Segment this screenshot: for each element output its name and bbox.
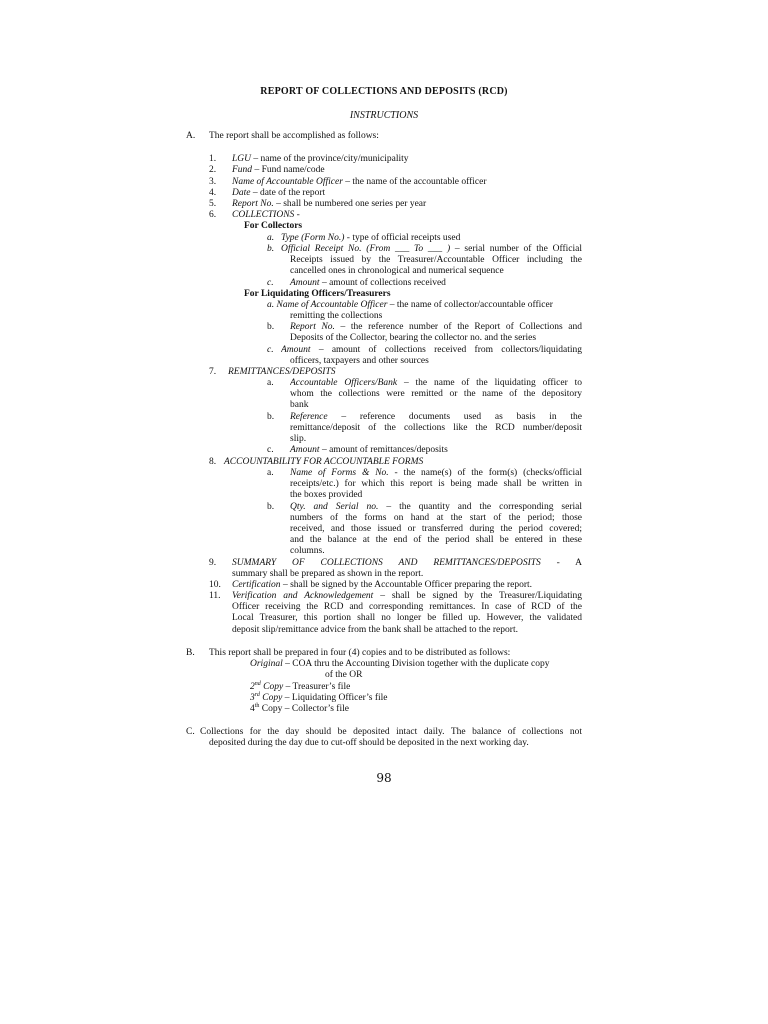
collectors-b-line1 (281, 244, 582, 255)
item-9-num: 9. (209, 558, 217, 568)
item-6-num: 6. (209, 210, 217, 220)
item-8-b-letter: b. (267, 502, 275, 512)
fourth-copy-sup: th (254, 702, 260, 709)
item-7-b-line2: remittance/deposit of the collections like the RCD number/deposit (290, 423, 582, 433)
item-7-c-term: Amount (290, 445, 320, 455)
item-7-a-text1: – the name of the liquidating officer to (397, 378, 582, 388)
item-11-line1 (232, 591, 582, 602)
collectors-c (290, 278, 446, 289)
fourth-copy-term: Copy (259, 704, 283, 714)
item-8-b-line1 (290, 502, 582, 513)
item-8-b-line5: columns. (290, 546, 325, 556)
liquidating-c-line2: officers, taxpayers and other sources (290, 356, 429, 366)
item-7-b-term: Reference (290, 412, 328, 422)
item-3-text: – the name of the accountable officer (342, 177, 487, 187)
item-3-term: Name of Accountable Officer (232, 177, 343, 187)
collectors-b-line2: Receipts issued by the Treasurer/Accountable Officer including the (290, 255, 582, 265)
section-a-intro: The report shall be accomplished as follows: (209, 131, 379, 141)
liquidating-c-text1: – amount of collections received from collectors/liquidating (310, 345, 582, 355)
item-8-a-letter: a. (267, 468, 274, 478)
second-copy-num: 2 (250, 682, 255, 692)
liquidating-heading: For Liquidating Officers/Treasurers (244, 289, 391, 299)
liquidating-b-line2: Deposits of the Collector, bearing the collector no. and the series (290, 333, 537, 343)
item-11-num: 11. (209, 591, 221, 601)
collectors-a-term: Type (Form No.) (281, 233, 345, 243)
item-8-a-term: Name of Forms & No. (290, 468, 389, 478)
item-1 (232, 154, 409, 165)
item-8-b-text1: – the quantity and the corresponding serial (378, 502, 582, 512)
item-9-text1: - A (540, 558, 582, 568)
item-7-a-line1 (290, 378, 582, 389)
item-9-term: SUMMARY OF COLLECTIONS AND REMITTANCES/DEPOSITS (232, 558, 541, 568)
item-8-b-line3: received, and those issued or transferred during the period covered; (290, 524, 582, 534)
liquidating-c-line1 (281, 345, 582, 356)
item-7-c-letter: c. (267, 445, 274, 455)
liquidating-b-term: Report No. (290, 322, 335, 332)
item-7-term: REMITTANCES/DEPOSITS (228, 367, 336, 377)
section-b-intro: This report shall be prepared in four (4) copies and to be distributed as follows: (209, 648, 511, 658)
collectors-b-line3: cancelled ones in chronological and numerical sequence (290, 266, 504, 276)
item-8-a-text1: - the name(s) of the form(s) (checks/official (388, 468, 582, 478)
liquidating-c-term: Amount (281, 345, 311, 355)
item-7-b-line3: slip. (290, 434, 307, 444)
item-7-c (290, 445, 448, 456)
section-c-line1: Collections for the day should be deposited intact daily. The balance of collections not (200, 727, 582, 737)
third-copy-sup: rd (254, 691, 260, 698)
item-7-num: 7. (209, 367, 217, 377)
item-2-term: Fund (232, 165, 253, 175)
item-1-term: LGU (232, 154, 252, 164)
item-9-line2: summary shall be prepared as shown in the report. (232, 569, 424, 579)
item-7-b-line1 (290, 412, 582, 423)
item-11-line2: Officer receiving the RCD and corresponding remittances. In case of RCD of the (232, 602, 582, 612)
collectors-c-term: Amount (290, 278, 320, 288)
item-8-b-line2: numbers of the forms on hand at the start of the period; those (290, 513, 582, 523)
third-copy (250, 693, 388, 704)
section-b-letter: B. (186, 648, 195, 658)
item-5-text: – shall be numbered one series per year (273, 199, 427, 209)
second-copy-text: – Treasurer’s file (283, 682, 351, 692)
item-7-c-text: – amount of remittances/deposits (319, 445, 448, 455)
item-5-term: Report No. (232, 199, 274, 209)
second-copy (250, 682, 350, 693)
item-6-term: COLLECTIONS - (232, 210, 300, 220)
item-7-b-text1: – reference documents used as basis in the (327, 412, 582, 422)
liquidating-a-term: a. Name of Accountable Officer (267, 300, 388, 310)
item-7-a-line3: bank (290, 400, 309, 410)
item-2-num: 2. (209, 165, 217, 175)
item-5-num: 5. (209, 199, 217, 209)
item-8-term: ACCOUNTABILITY FOR ACCOUNTABLE FORMS (224, 457, 424, 467)
item-11-text1: – shall be signed by the Treasurer/Liquidating (373, 591, 582, 601)
item-8-b-term: Qty. and Serial no. (290, 502, 379, 512)
item-10 (232, 580, 532, 591)
collectors-b-text1: – serial number of the Official (450, 244, 582, 254)
collectors-b-letter: b. (267, 244, 275, 254)
collectors-heading: For Collectors (244, 221, 303, 231)
fourth-copy-text: – Collector’s file (282, 704, 349, 714)
item-9-line1 (232, 558, 582, 569)
item-7-a-term: Accountable Officers/Bank (290, 378, 398, 388)
liquidating-a-text1: – the name of collector/accountable officer (387, 300, 553, 310)
item-4-num: 4. (209, 188, 217, 198)
section-c-letter: C. (186, 727, 195, 737)
item-6 (232, 210, 300, 221)
item-10-num: 10. (209, 580, 221, 590)
collectors-c-letter: c. (267, 278, 274, 288)
original-copy-line1 (250, 659, 549, 670)
collectors-c-text: – amount of collections received (319, 278, 446, 288)
page-number: 98 (376, 771, 392, 785)
item-7-a-letter: a. (267, 378, 274, 388)
collectors-a (281, 233, 460, 244)
liquidating-a-line1 (267, 300, 553, 311)
item-10-term: Certification (232, 580, 281, 590)
liquidating-b-letter: b. (267, 322, 275, 332)
item-4-text: – date of the report (250, 188, 326, 198)
item-1-num: 1. (209, 154, 217, 164)
report-title: REPORT OF COLLECTIONS AND DEPOSITS (RCD) (260, 86, 508, 97)
liquidating-a-line2: remitting the collections (290, 311, 383, 321)
liquidating-c-letter: c. (267, 345, 274, 355)
original-text1: – COA thru the Accounting Division together with the duplicate copy (282, 659, 550, 669)
item-3-num: 3. (209, 177, 217, 187)
collectors-b-term: Official Receipt No. (From ___ To ___ ) (281, 244, 451, 254)
item-8-num: 8. (209, 457, 217, 467)
section-a-letter: A. (186, 131, 196, 141)
section-c-line2: deposited during the day due to cut-off should be deposited in the next working day. (209, 738, 529, 748)
item-8-b-line4: and the balance at the end of the period shall be entered in these (290, 535, 582, 545)
fourth-copy (250, 704, 349, 715)
third-copy-text: – Liquidating Officer’s file (282, 693, 388, 703)
item-11-term: Verification and Acknowledgement (232, 591, 374, 601)
item-8-a-line2: receipts/etc.) for which this report is being made shall be written in (290, 479, 582, 489)
item-11-line4: deposit slip/remittance advice from the bank shall be attached to the report. (232, 625, 518, 635)
liquidating-b-line1 (290, 322, 582, 333)
item-8-a-line1 (290, 468, 582, 479)
instructions-heading: INSTRUCTIONS (349, 110, 419, 121)
item-11-line3: Local Treasurer, this portion shall no longer be filled up. However, the validated (232, 613, 582, 623)
original-term: Original (250, 659, 283, 669)
third-copy-num: 3 (250, 693, 255, 703)
item-7-a-line2: whom the collections were remitted or the name of the depository (290, 389, 582, 399)
item-2-text: – Fund name/code (252, 165, 325, 175)
collectors-a-text: - type of official receipts used (344, 233, 461, 243)
item-2 (232, 165, 325, 176)
item-5 (232, 199, 426, 210)
original-copy-line2: of the OR (325, 670, 363, 680)
item-8-a-line3: the boxes provided (290, 490, 363, 500)
item-3 (232, 177, 486, 188)
item-1-text: – name of the province/city/municipality (251, 154, 409, 164)
item-10-text: – shall be signed by the Accountable Officer preparing the report. (280, 580, 533, 590)
item-4-term: Date (232, 188, 251, 198)
item-7-b-letter: b. (267, 412, 275, 422)
liquidating-b-text1: – the reference number of the Report of Collections and (334, 322, 582, 332)
collectors-a-letter: a. (267, 233, 275, 243)
second-copy-term: Copy (260, 682, 284, 692)
third-copy-term: Copy (259, 693, 283, 703)
second-copy-sup: nd (254, 680, 261, 687)
item-4 (232, 188, 325, 199)
fourth-copy-num: 4 (250, 704, 255, 714)
